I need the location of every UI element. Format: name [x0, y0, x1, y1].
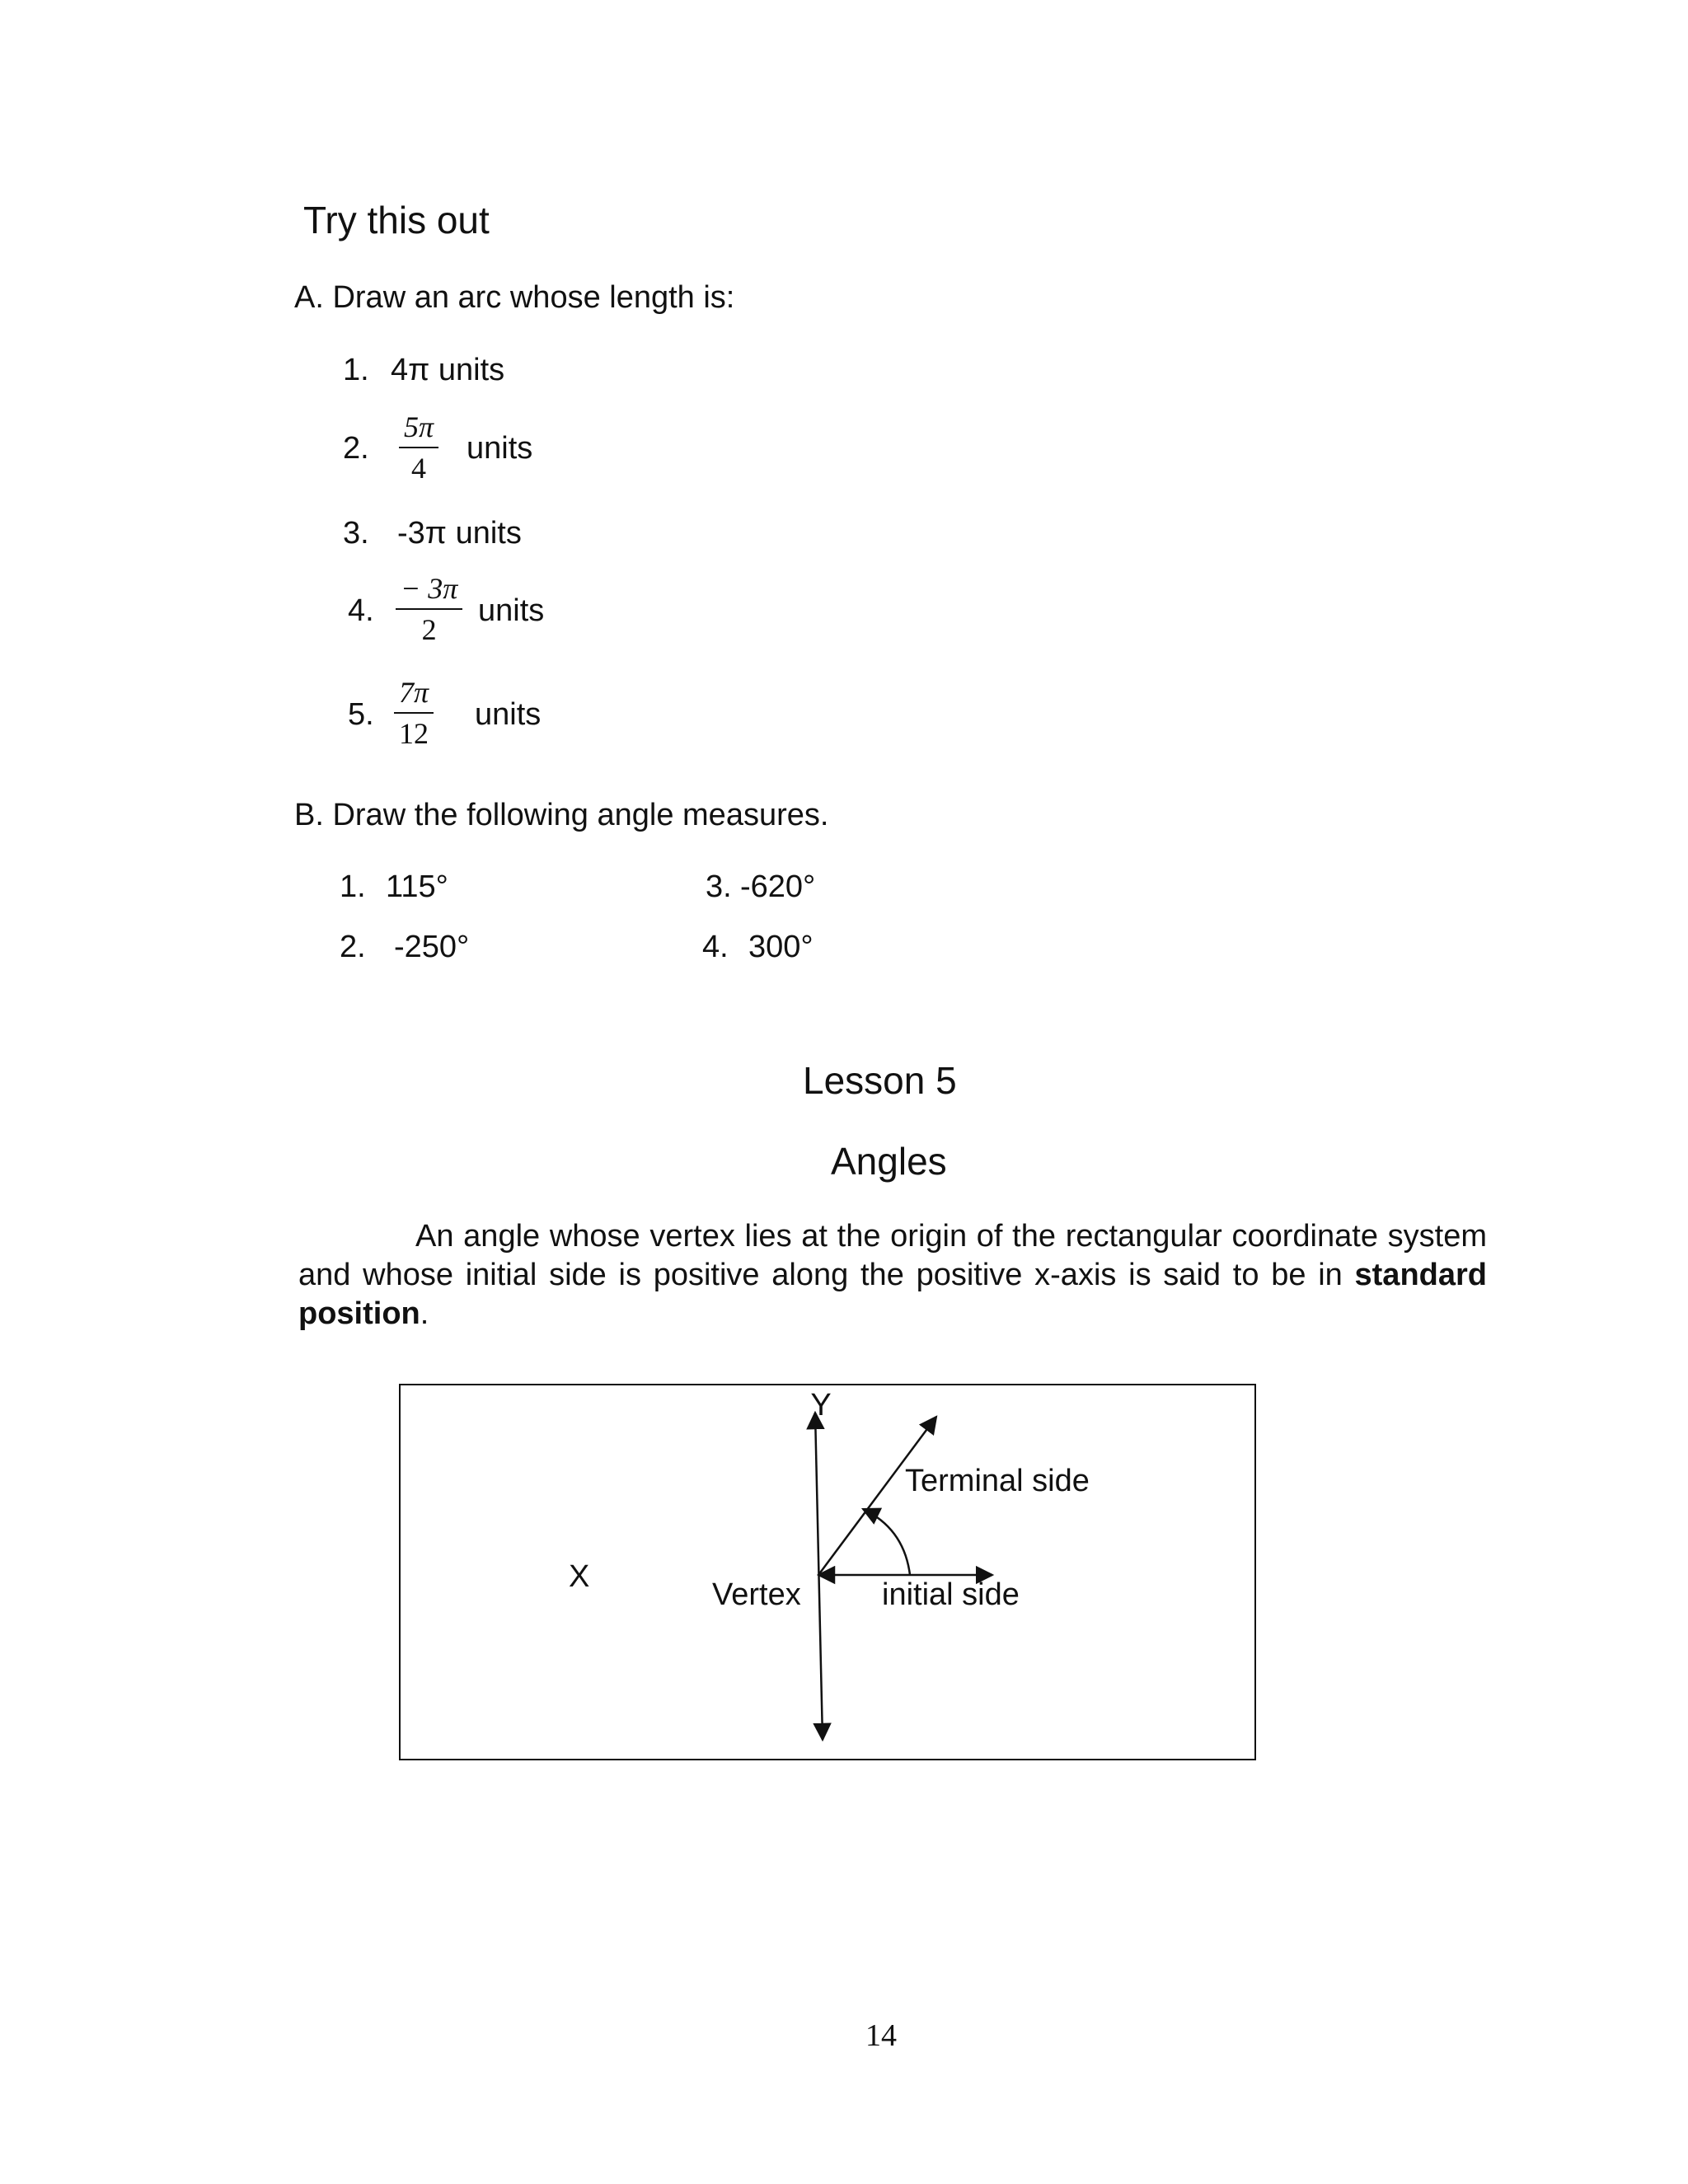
part-a-item-4-fraction: [396, 574, 462, 644]
part-b-item-1-value: 115°: [386, 869, 448, 904]
terminal-side-label: Terminal side: [905, 1464, 1090, 1498]
lesson-number: Lesson 5: [803, 1059, 957, 1102]
part-a-item-5-fraction: [394, 677, 434, 748]
y-axis-label: Y: [810, 1388, 832, 1422]
part-b-item-2-value: -250°: [394, 930, 470, 964]
part-a-item-4-number: 4.: [348, 593, 374, 628]
part-a-item-3-number: 3.: [343, 516, 369, 551]
fraction-denominator: 4: [411, 452, 427, 485]
x-axis-label: X: [569, 1559, 590, 1594]
part-a-item-2-fraction: [399, 412, 438, 483]
paragraph-text: An angle whose vertex lies at the origin of the rectangular coordinate system and whose initial side is positive along the positive x-axis is said to be in: [298, 1219, 1487, 1292]
lesson-title: Angles: [831, 1140, 947, 1183]
part-a-item-2-unit: units: [467, 431, 533, 466]
part-a-item-1-number: 1.: [343, 353, 369, 387]
page-number: 14: [865, 2018, 897, 2053]
part-a-item-1-text: 4π units: [391, 353, 505, 387]
fraction-numerator: 5π: [399, 412, 438, 448]
part-a-item-5-number: 5.: [348, 697, 374, 732]
part-b-item-2-number: 2.: [340, 930, 366, 964]
bold-term: standard position: [298, 1258, 1487, 1331]
vertex-label: Vertex: [712, 1577, 801, 1612]
part-a-item-5-unit: units: [475, 697, 542, 732]
part-a-item-2-number: 2.: [343, 431, 369, 466]
definition-paragraph: [298, 1217, 1487, 1333]
paragraph-end: .: [420, 1296, 429, 1331]
part-b-prompt: B. Draw the following angle measures.: [294, 798, 829, 832]
initial-side-label: initial side: [882, 1577, 1020, 1612]
part-b-item-1-number: 1.: [340, 869, 366, 904]
fraction-denominator: 2: [421, 613, 437, 646]
part-a-item-4-unit: units: [478, 593, 545, 628]
standard-position-figure: [399, 1384, 1256, 1760]
fraction-denominator: 12: [399, 717, 429, 750]
part-b-item-4-value: 300°: [748, 930, 814, 964]
part-b-item-3-number: 3.: [706, 869, 732, 904]
angle-arc: [863, 1509, 910, 1575]
y-axis: [815, 1413, 823, 1740]
section-heading: Try this out: [303, 199, 490, 241]
part-a-prompt: A. Draw an arc whose length is:: [294, 280, 735, 315]
part-b-item-3-value: -620°: [740, 869, 816, 904]
fraction-numerator: − 3π: [396, 574, 462, 610]
figure-border: [400, 1385, 1255, 1760]
fraction-numerator: 7π: [394, 677, 434, 714]
part-b-item-4-number: 4.: [702, 930, 729, 964]
part-a-item-3-text: -3π units: [397, 516, 522, 551]
